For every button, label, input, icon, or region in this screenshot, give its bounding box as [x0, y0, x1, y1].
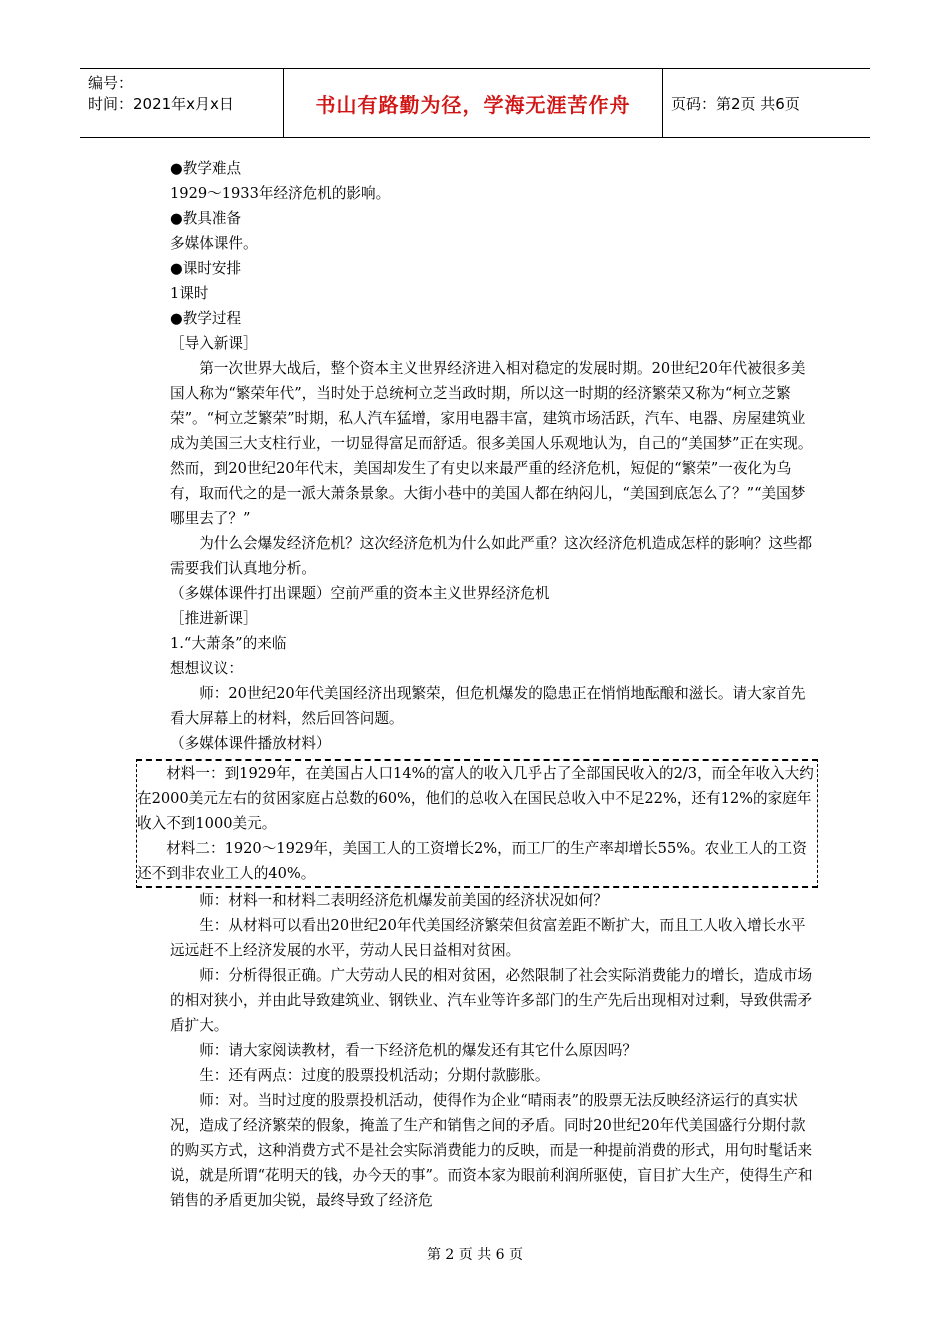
- paragraph: 想想议议：: [170, 660, 243, 677]
- header-motto: 书山有路勤为径，学海无涯苦作舟: [284, 69, 663, 137]
- material-paragraph: 材料二：1920～1929年，美国工人的工资增长2%，而工厂的生产率却增长55%。农业工人的工资还不到非农业工人的40%。: [137, 840, 807, 882]
- paragraph: ●教学难点: [170, 160, 242, 177]
- header-page-info: 页码：第2页 共6页: [671, 94, 800, 113]
- paragraph: （多媒体课件播放材料）: [170, 735, 331, 752]
- paragraph: 为什么会爆发经济危机？这次经济危机为什么如此严重？这次经济危机造成怎样的影响？这些都需要我们认真地分析。: [170, 535, 813, 577]
- number-label: 编号：: [88, 74, 134, 92]
- material-paragraph: 材料一：到1929年，在美国占人口14%的富人的收入几乎占了全部国民收入的2/3，而全年收入大约在2000美元左右的贫困家庭占总数的60%，他们的总收入在国民总收入中不足22%，还有12%的家庭年收入不到1000美元。: [137, 765, 814, 832]
- paragraph: ●教学过程: [170, 310, 242, 327]
- paragraph: 师：分析得很正确。广大劳动人民的相对贫困，必然限制了社会实际消费能力的增长，造成市场的相对狭小，并由此导致建筑业、钢铁业、汽车业等许多部门的生产先后出现相对过剩，导致供需矛盾扩大。: [170, 967, 813, 1034]
- paragraph: ●教具准备: [170, 210, 242, 227]
- paragraph: 1课时: [170, 285, 209, 302]
- paragraph: ［推进新课］: [170, 610, 258, 627]
- header-left-cell: [80, 69, 284, 137]
- paragraph: 第一次世界大战后，整个资本主义世界经济进入相对稳定的发展时期。20世纪20年代被很多美国人称为“繁荣年代”，当时处于总统柯立芝当政时期，所以这一时期的经济繁荣又称为“柯立芝繁荣”。“柯立芝繁荣”时期，私人汽车猛增，家用电器丰富，建筑市场活跃，汽车、电器、房屋建筑业成为美国三大支柱行业，一切显得富足而舒适。很多美国人乐观地认为，自己的“美国梦”正在实现。然而，到20世纪20年代末，美国却发生了有史以来最严重的经济危机，短促的“繁荣”一夜化为乌有，取而代之的是一派大萧条景象。大街小巷中的美国人都在纳闷儿，“美国到底怎么了？”“美国梦哪里去了？”: [170, 360, 813, 527]
- paragraph: 生：还有两点：过度的股票投机活动；分期付款膨胀。: [199, 1067, 550, 1084]
- paragraph: 师：20世纪20年代美国经济出现繁荣，但危机爆发的隐患正在悄悄地酝酿和滋长。请大家首先看大屏幕上的材料，然后回答问题。: [170, 685, 806, 727]
- paragraph: 1.“大萧条”的来临: [170, 635, 287, 652]
- after-paragraphs: [170, 888, 816, 1213]
- date-label: 时间：2021年x月x日: [88, 95, 234, 113]
- paragraphs: [170, 156, 816, 756]
- paragraph: 师：对。当时过度的股票投机活动，使得作为企业“晴雨表”的股票无法反映经济运行的真实状况，造成了经济繁荣的假象，掩盖了生产和销售之间的矛盾。同时20世纪20年代美国盛行分期付款的购买方式，这种消费方式不是社会实际消费能力的反映，而是一种提前消费的形式，用句时髦话来说，就是所谓“花明天的钱，办今天的事”。而资本家为眼前利润所驱使，盲目扩大生产，使得生产和销售的矛盾更加尖锐，最终导致了经济危: [170, 1092, 813, 1209]
- document-body: [137, 156, 816, 1213]
- paragraph: 师：请大家阅读教材，看一下经济危机的爆发还有其它什么原因吗？: [199, 1042, 638, 1059]
- paragraph: ［导入新课］: [170, 335, 258, 352]
- paragraph: 多媒体课件。: [170, 235, 258, 252]
- paragraph: 1929～1933年经济危机的影响。: [170, 185, 391, 202]
- paragraph: ●课时安排: [170, 260, 242, 277]
- page-header: [80, 68, 870, 138]
- page-footer: 第 2 页 共 6 页: [426, 1247, 524, 1263]
- paragraph: 生：从材料可以看出20世纪20年代美国经济繁荣但贫富差距不断扩大，而且工人收入增长水平远远赶不上经济发展的水平，劳动人民日益相对贫困。: [170, 917, 806, 959]
- material-box: [136, 759, 818, 888]
- paragraph: （多媒体课件打出课题）空前严重的资本主义世界经济危机: [170, 585, 550, 602]
- paragraph: 师：材料一和材料二表明经济危机爆发前美国的经济状况如何？: [199, 892, 608, 909]
